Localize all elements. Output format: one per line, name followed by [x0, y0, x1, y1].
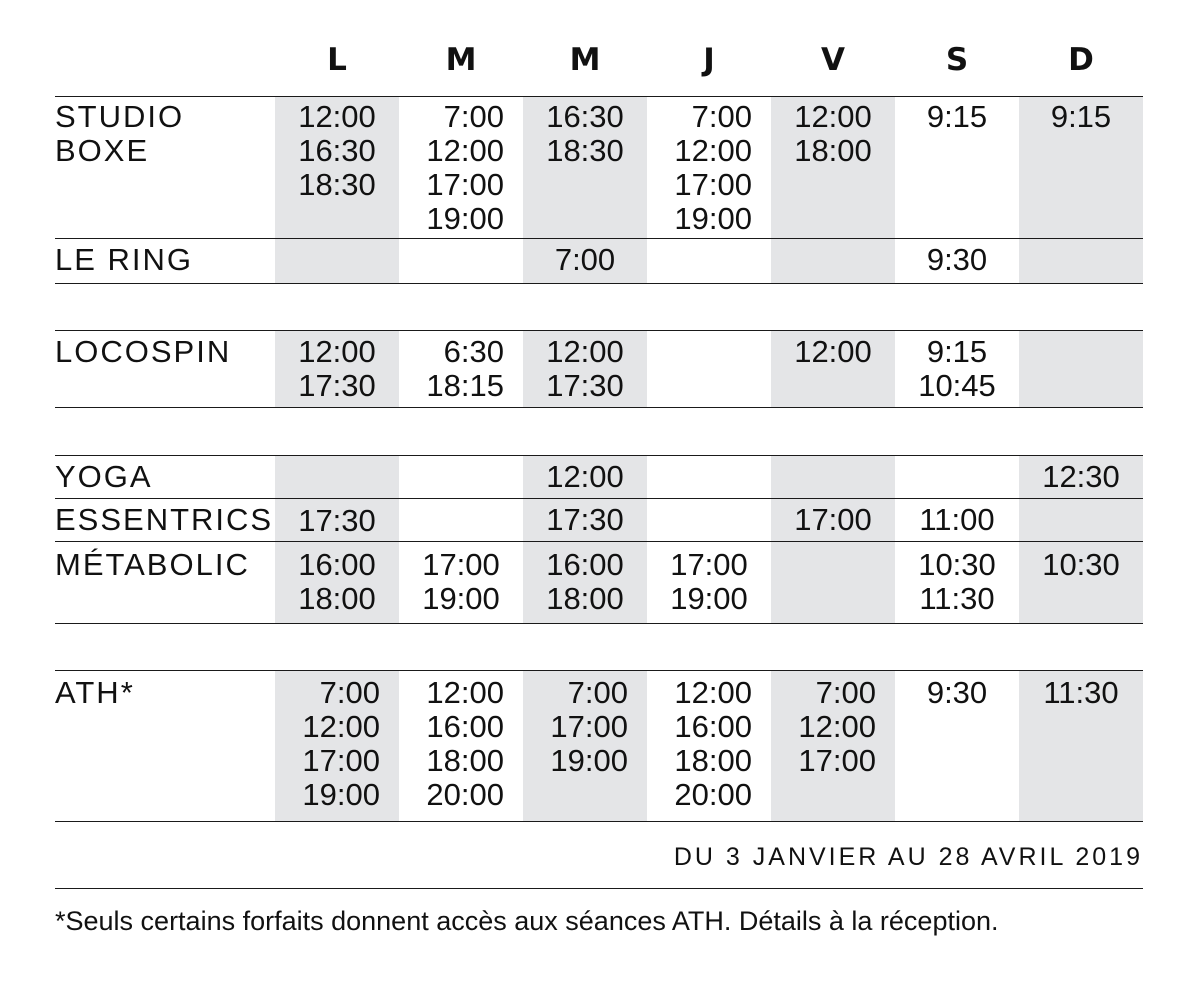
- day-header-jeudi: J: [703, 42, 715, 78]
- schedule-cell: 9:15: [1050, 99, 1112, 134]
- schedule-cell: 11:30: [1043, 675, 1119, 710]
- row-divider: [55, 407, 1143, 408]
- schedule-cell: 12:00 18:00: [794, 99, 872, 168]
- schedule-cell: 9:15 10:45: [918, 334, 996, 403]
- schedule-cell: 16:30 18:30: [546, 99, 624, 168]
- date-range: DU 3 JANVIER AU 28 AVRIL 2019: [673, 843, 1143, 871]
- row-divider: [55, 541, 1143, 542]
- schedule-cell: 12:00 16:00 18:00 20:00: [426, 675, 504, 812]
- row-divider: [55, 670, 1143, 671]
- schedule-cell: 17:00: [794, 502, 872, 537]
- schedule-cell: 11:00: [919, 502, 995, 537]
- schedule-cell: 16:00 18:00: [298, 547, 376, 616]
- footnote: *Seuls certains forfaits donnent accès aux séances ATH. Détails à la réception.: [55, 906, 999, 936]
- row-divider: [55, 821, 1143, 822]
- schedule-cell: 7:00 12:00 17:00 19:00: [302, 675, 380, 812]
- schedule-cell: 12:00 16:30 18:30: [298, 99, 376, 202]
- schedule-cell: 10:30: [1042, 547, 1120, 582]
- day-header-dimanche: D: [1068, 42, 1094, 78]
- class-label-metabolic: MÉTABOLIC: [55, 547, 250, 582]
- schedule-cell: 7:00 17:00 19:00: [550, 675, 628, 778]
- row-divider: [55, 888, 1143, 889]
- schedule-cell: 9:15: [926, 99, 988, 134]
- schedule-cell: 17:30: [298, 503, 376, 538]
- day-header-samedi: S: [945, 42, 969, 78]
- schedule-cell: 17:00 19:00: [422, 547, 500, 616]
- schedule-cell: 12:00: [546, 459, 624, 494]
- schedule-cell: 7:00 12:00 17:00: [798, 675, 876, 778]
- schedule-cell: 12:00: [794, 334, 872, 369]
- column-shade-vendredi: [771, 456, 895, 624]
- row-divider: [55, 96, 1143, 97]
- schedule-cell: 17:00 19:00: [670, 547, 748, 616]
- class-label-essentrics: ESSENTRICS: [55, 502, 274, 537]
- day-header-mercredi: M: [569, 42, 601, 78]
- schedule-cell: 12:00 17:30: [298, 334, 376, 403]
- schedule-cell: 17:30: [546, 502, 624, 537]
- row-divider: [55, 498, 1143, 499]
- schedule-cell: 12:00 17:30: [546, 334, 624, 403]
- schedule-cell: 16:00 18:00: [546, 547, 624, 616]
- row-divider: [55, 330, 1143, 331]
- day-header-vendredi: V: [821, 42, 845, 78]
- schedule-cell: 6:30 18:15: [426, 334, 504, 403]
- schedule-cell: 7:00: [554, 242, 616, 277]
- schedule-cell: 7:00 12:00 17:00 19:00: [674, 99, 752, 236]
- row-divider: [55, 623, 1143, 624]
- row-divider: [55, 238, 1143, 239]
- class-label-studio-boxe: STUDIO BOXE: [55, 99, 185, 168]
- schedule-cell: 7:00 12:00 17:00 19:00: [426, 99, 504, 236]
- day-header-mardi: M: [445, 42, 477, 78]
- class-label-yoga: YOGA: [55, 459, 153, 494]
- day-header-lundi: L: [327, 42, 347, 78]
- column-shade-dimanche: [1019, 331, 1143, 408]
- schedule-cell: 9:30: [926, 675, 988, 710]
- schedule-cell: 10:30 11:30: [918, 547, 996, 616]
- class-label-le-ring: LE RING: [55, 242, 194, 277]
- schedule-cell: 12:00 16:00 18:00 20:00: [674, 675, 752, 812]
- schedule-cell: 12:30: [1042, 459, 1120, 494]
- row-divider: [55, 283, 1143, 284]
- row-divider: [55, 455, 1143, 456]
- schedule-cell: 9:30: [926, 242, 988, 277]
- class-label-locospin: LOCOSPIN: [55, 334, 232, 369]
- class-label-ath: ATH*: [55, 675, 135, 710]
